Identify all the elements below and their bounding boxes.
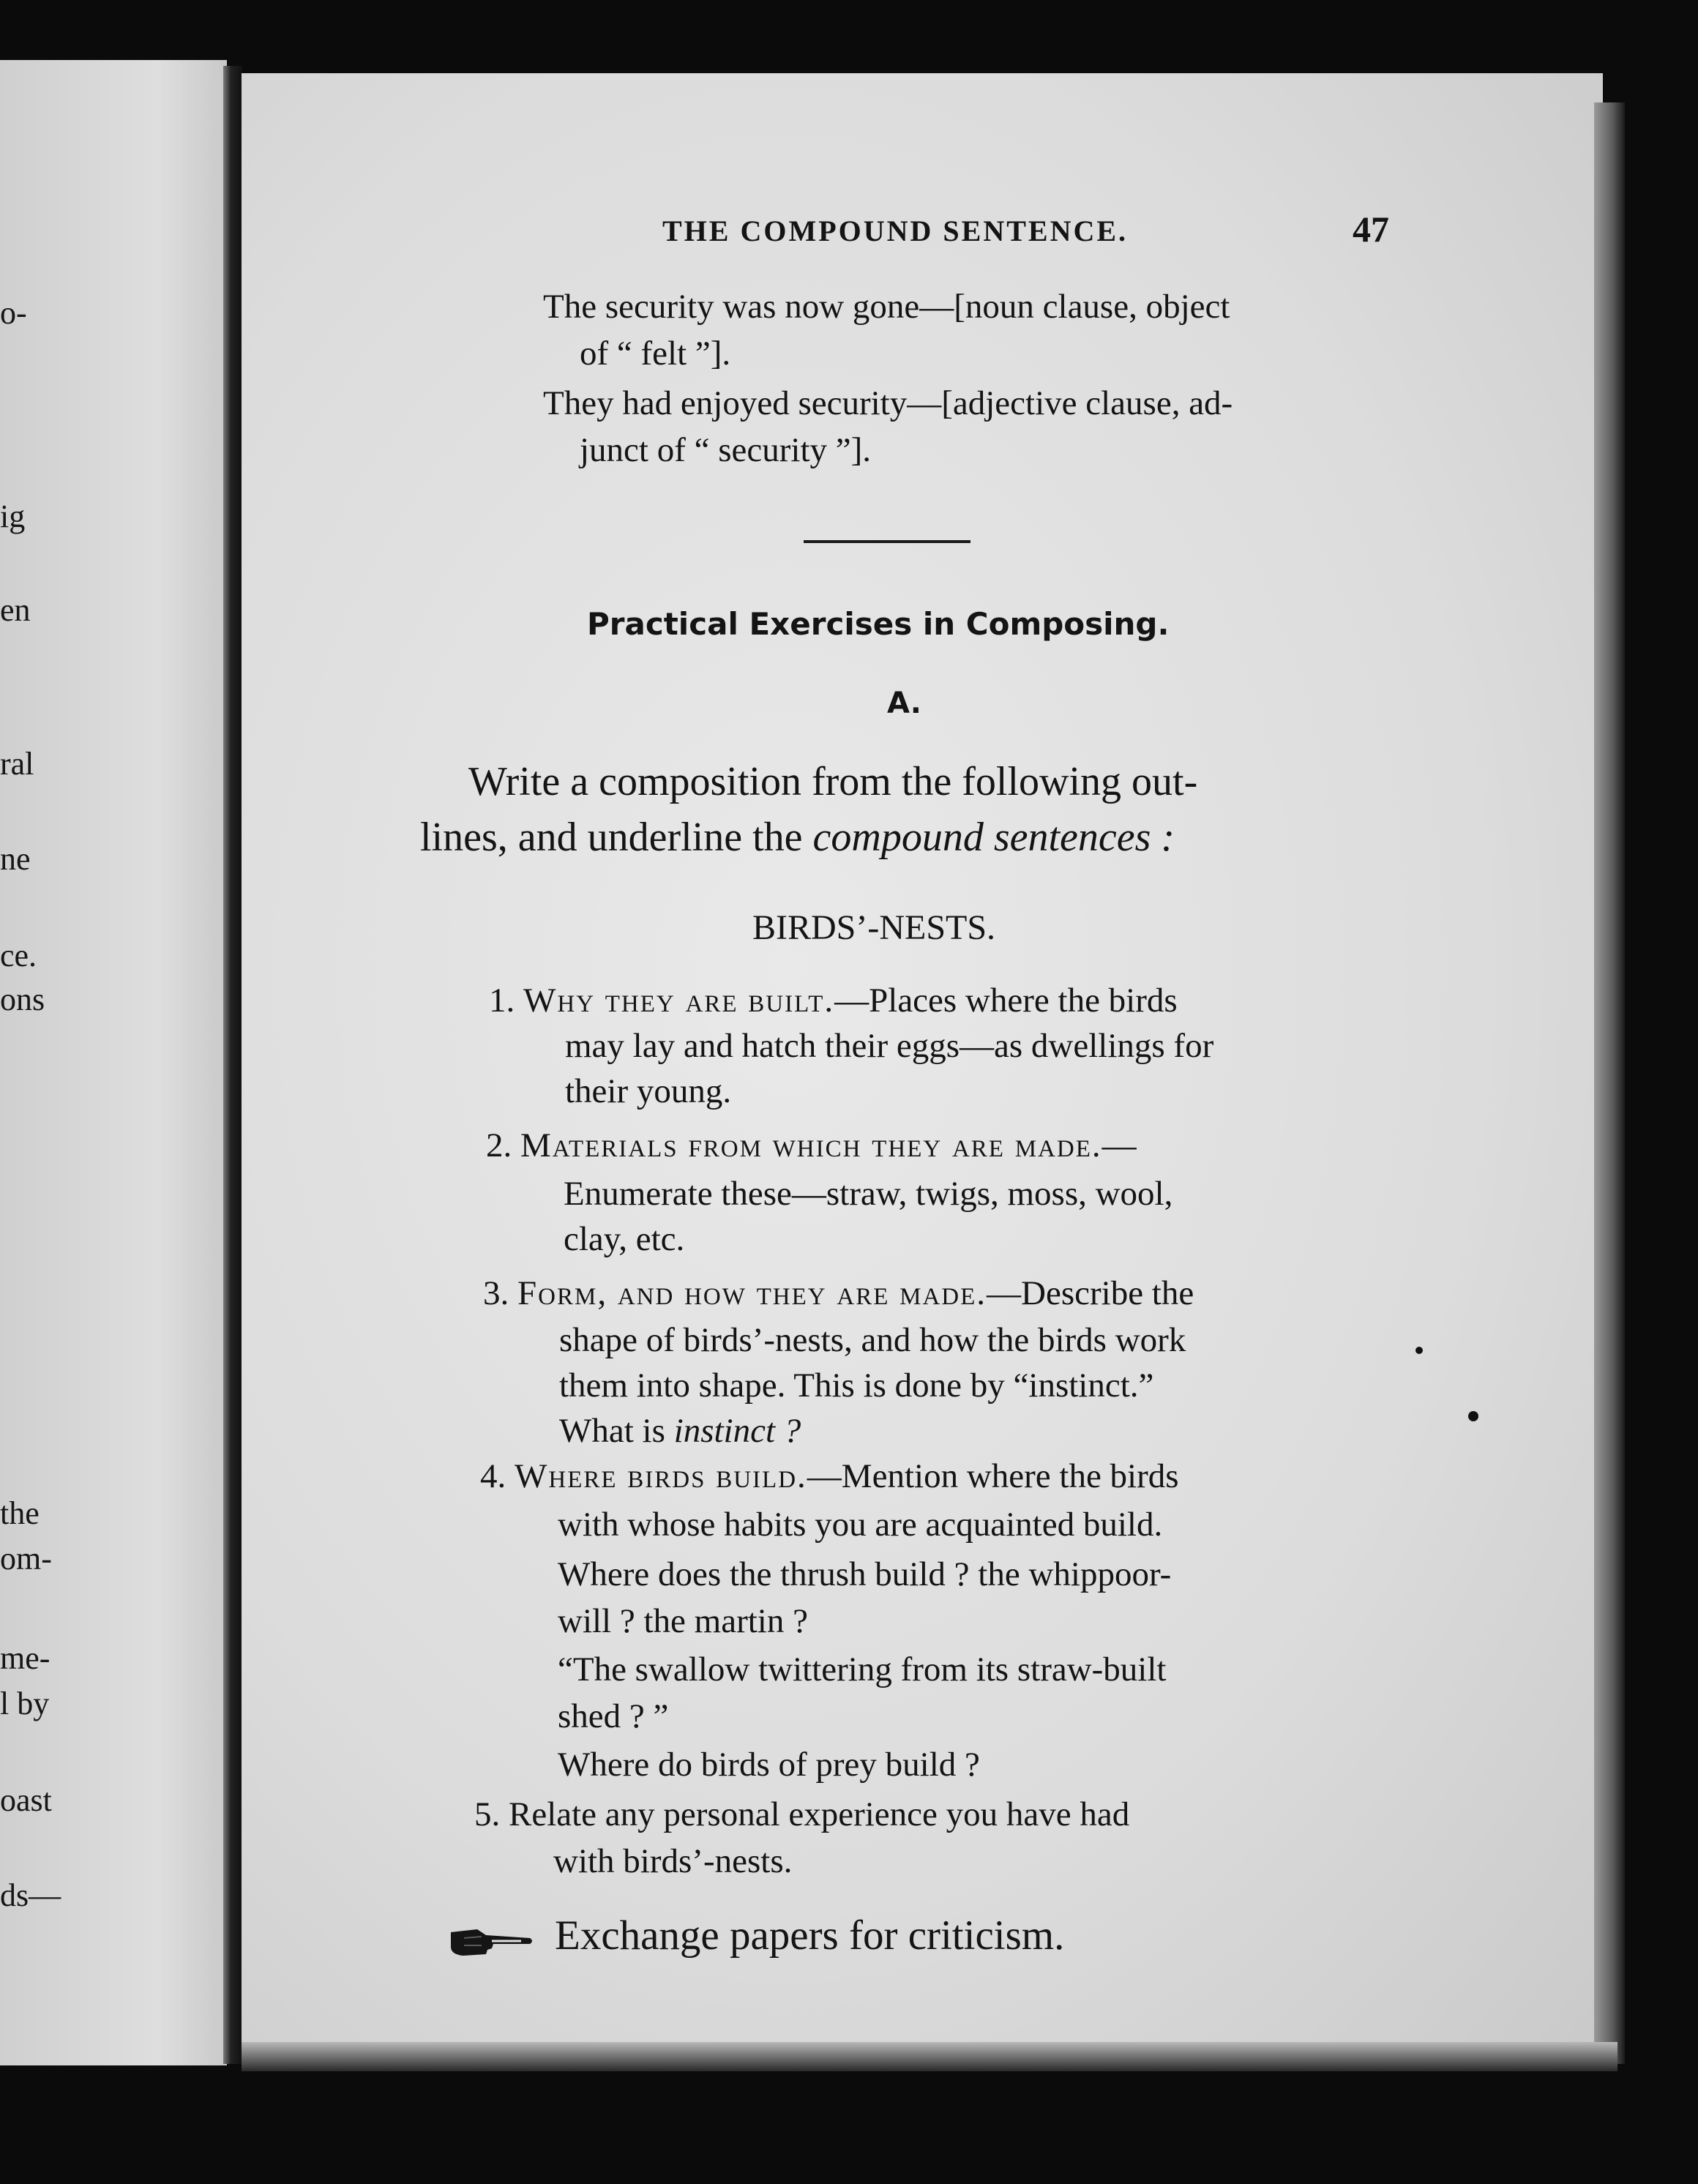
- page-number: 47: [1353, 209, 1389, 250]
- outline-item-heading: [474, 1795, 1129, 1834]
- left-page-fragment: oast: [0, 1782, 52, 1818]
- outline-item-line: with whose habits you are acquainted build.: [558, 1506, 1163, 1544]
- item-heading: Form, and how they are made.: [517, 1274, 987, 1312]
- continuation-line: junct of “ security ”].: [580, 431, 872, 469]
- closing-instruction: Exchange papers for criticism.: [555, 1912, 1065, 1959]
- item-heading: Why they are built.: [523, 981, 835, 1020]
- outline-item-heading: [480, 1456, 1179, 1496]
- outline-item-line: may lay and hatch their eggs—as dwellings for: [565, 1027, 1214, 1065]
- item-text: —Mention where the birds: [807, 1457, 1179, 1495]
- item-text: What is: [559, 1412, 674, 1450]
- outline-item-line: shed ? ”: [558, 1697, 669, 1735]
- pointing-hand-icon: [448, 1925, 536, 1960]
- book-gutter: [223, 66, 242, 2064]
- outline-item-line: Where do birds of prey build ?: [558, 1746, 980, 1784]
- page-edge: [1594, 102, 1625, 2064]
- item-emphasis: instinct ?: [673, 1412, 801, 1450]
- outline-item-heading: [486, 1126, 1137, 1165]
- section-title: Practical Exercises in Composing.: [587, 606, 1170, 642]
- item-number: 2.: [486, 1126, 512, 1164]
- left-page-fragment: ds—: [0, 1877, 61, 1913]
- left-page-fragment: the: [0, 1495, 40, 1531]
- outline-item-line: them into shape. This is done by “instinct.”: [559, 1366, 1154, 1405]
- outline-title: BIRDS’-NESTS.: [752, 908, 996, 947]
- instruction-emphasis: compound sentences :: [812, 815, 1175, 860]
- continuation-line: The security was now gone—[noun clause, object: [543, 288, 1230, 326]
- item-text: —Describe the: [987, 1274, 1194, 1312]
- item-text: —: [1102, 1126, 1137, 1164]
- item-number: 5.: [474, 1795, 501, 1833]
- item-number: 4.: [480, 1457, 506, 1495]
- section-divider: [804, 540, 970, 543]
- outline-item-heading: [483, 1274, 1194, 1313]
- outline-item-line: with birds’-nests.: [553, 1842, 793, 1880]
- outline-item-line: their young.: [565, 1072, 732, 1110]
- item-text: Relate any personal experience you have had: [509, 1795, 1130, 1833]
- left-page-fragment: om-: [0, 1541, 52, 1577]
- left-page-fragment: ig: [0, 498, 26, 534]
- outline-item-line: “The swallow twittering from its straw-built: [558, 1650, 1167, 1689]
- item-heading: Where birds build.: [515, 1457, 807, 1495]
- item-text: —Places where the birds: [834, 981, 1178, 1020]
- continuation-line: They had enjoyed security—[adjective clause, ad-: [543, 384, 1233, 422]
- outline-item-line: shape of birds’-nests, and how the birds work: [559, 1321, 1186, 1359]
- left-page-fragment: ral: [0, 746, 34, 782]
- left-page-fragment: me-: [0, 1640, 51, 1676]
- instruction-line: [420, 814, 1175, 861]
- instruction-text: lines, and underline the: [420, 815, 813, 860]
- outline-item-line: Where does the thrush build ? the whippoor-: [558, 1555, 1172, 1593]
- left-page: [0, 60, 227, 2065]
- item-number: 3.: [483, 1274, 509, 1312]
- outline-item-line: [559, 1411, 801, 1451]
- item-heading: Materials from which they are made.: [520, 1126, 1102, 1164]
- left-page-fragment: ne: [0, 841, 31, 877]
- left-page-fragment: ons: [0, 981, 45, 1017]
- print-speck: [1415, 1347, 1423, 1354]
- left-page-fragment: o-: [0, 295, 27, 331]
- page-bottom-edge: [242, 2042, 1617, 2071]
- outline-item-heading: [489, 981, 1178, 1020]
- continuation-line: of “ felt ”].: [580, 334, 731, 373]
- left-page-fragment: l by: [0, 1686, 50, 1721]
- outline-item-line: will ? the martin ?: [558, 1602, 808, 1640]
- left-page-fragment: en: [0, 592, 31, 628]
- print-speck: [1468, 1411, 1478, 1421]
- outline-item-line: clay, etc.: [564, 1220, 685, 1258]
- outline-item-line: Enumerate these—straw, twigs, moss, wool,: [564, 1175, 1173, 1213]
- section-letter: A.: [887, 687, 921, 720]
- item-number: 1.: [489, 981, 515, 1020]
- instruction-line: Write a composition from the following out-: [468, 759, 1198, 804]
- left-page-fragment: ce.: [0, 938, 37, 973]
- running-head: THE COMPOUND SENTENCE.: [662, 214, 1129, 247]
